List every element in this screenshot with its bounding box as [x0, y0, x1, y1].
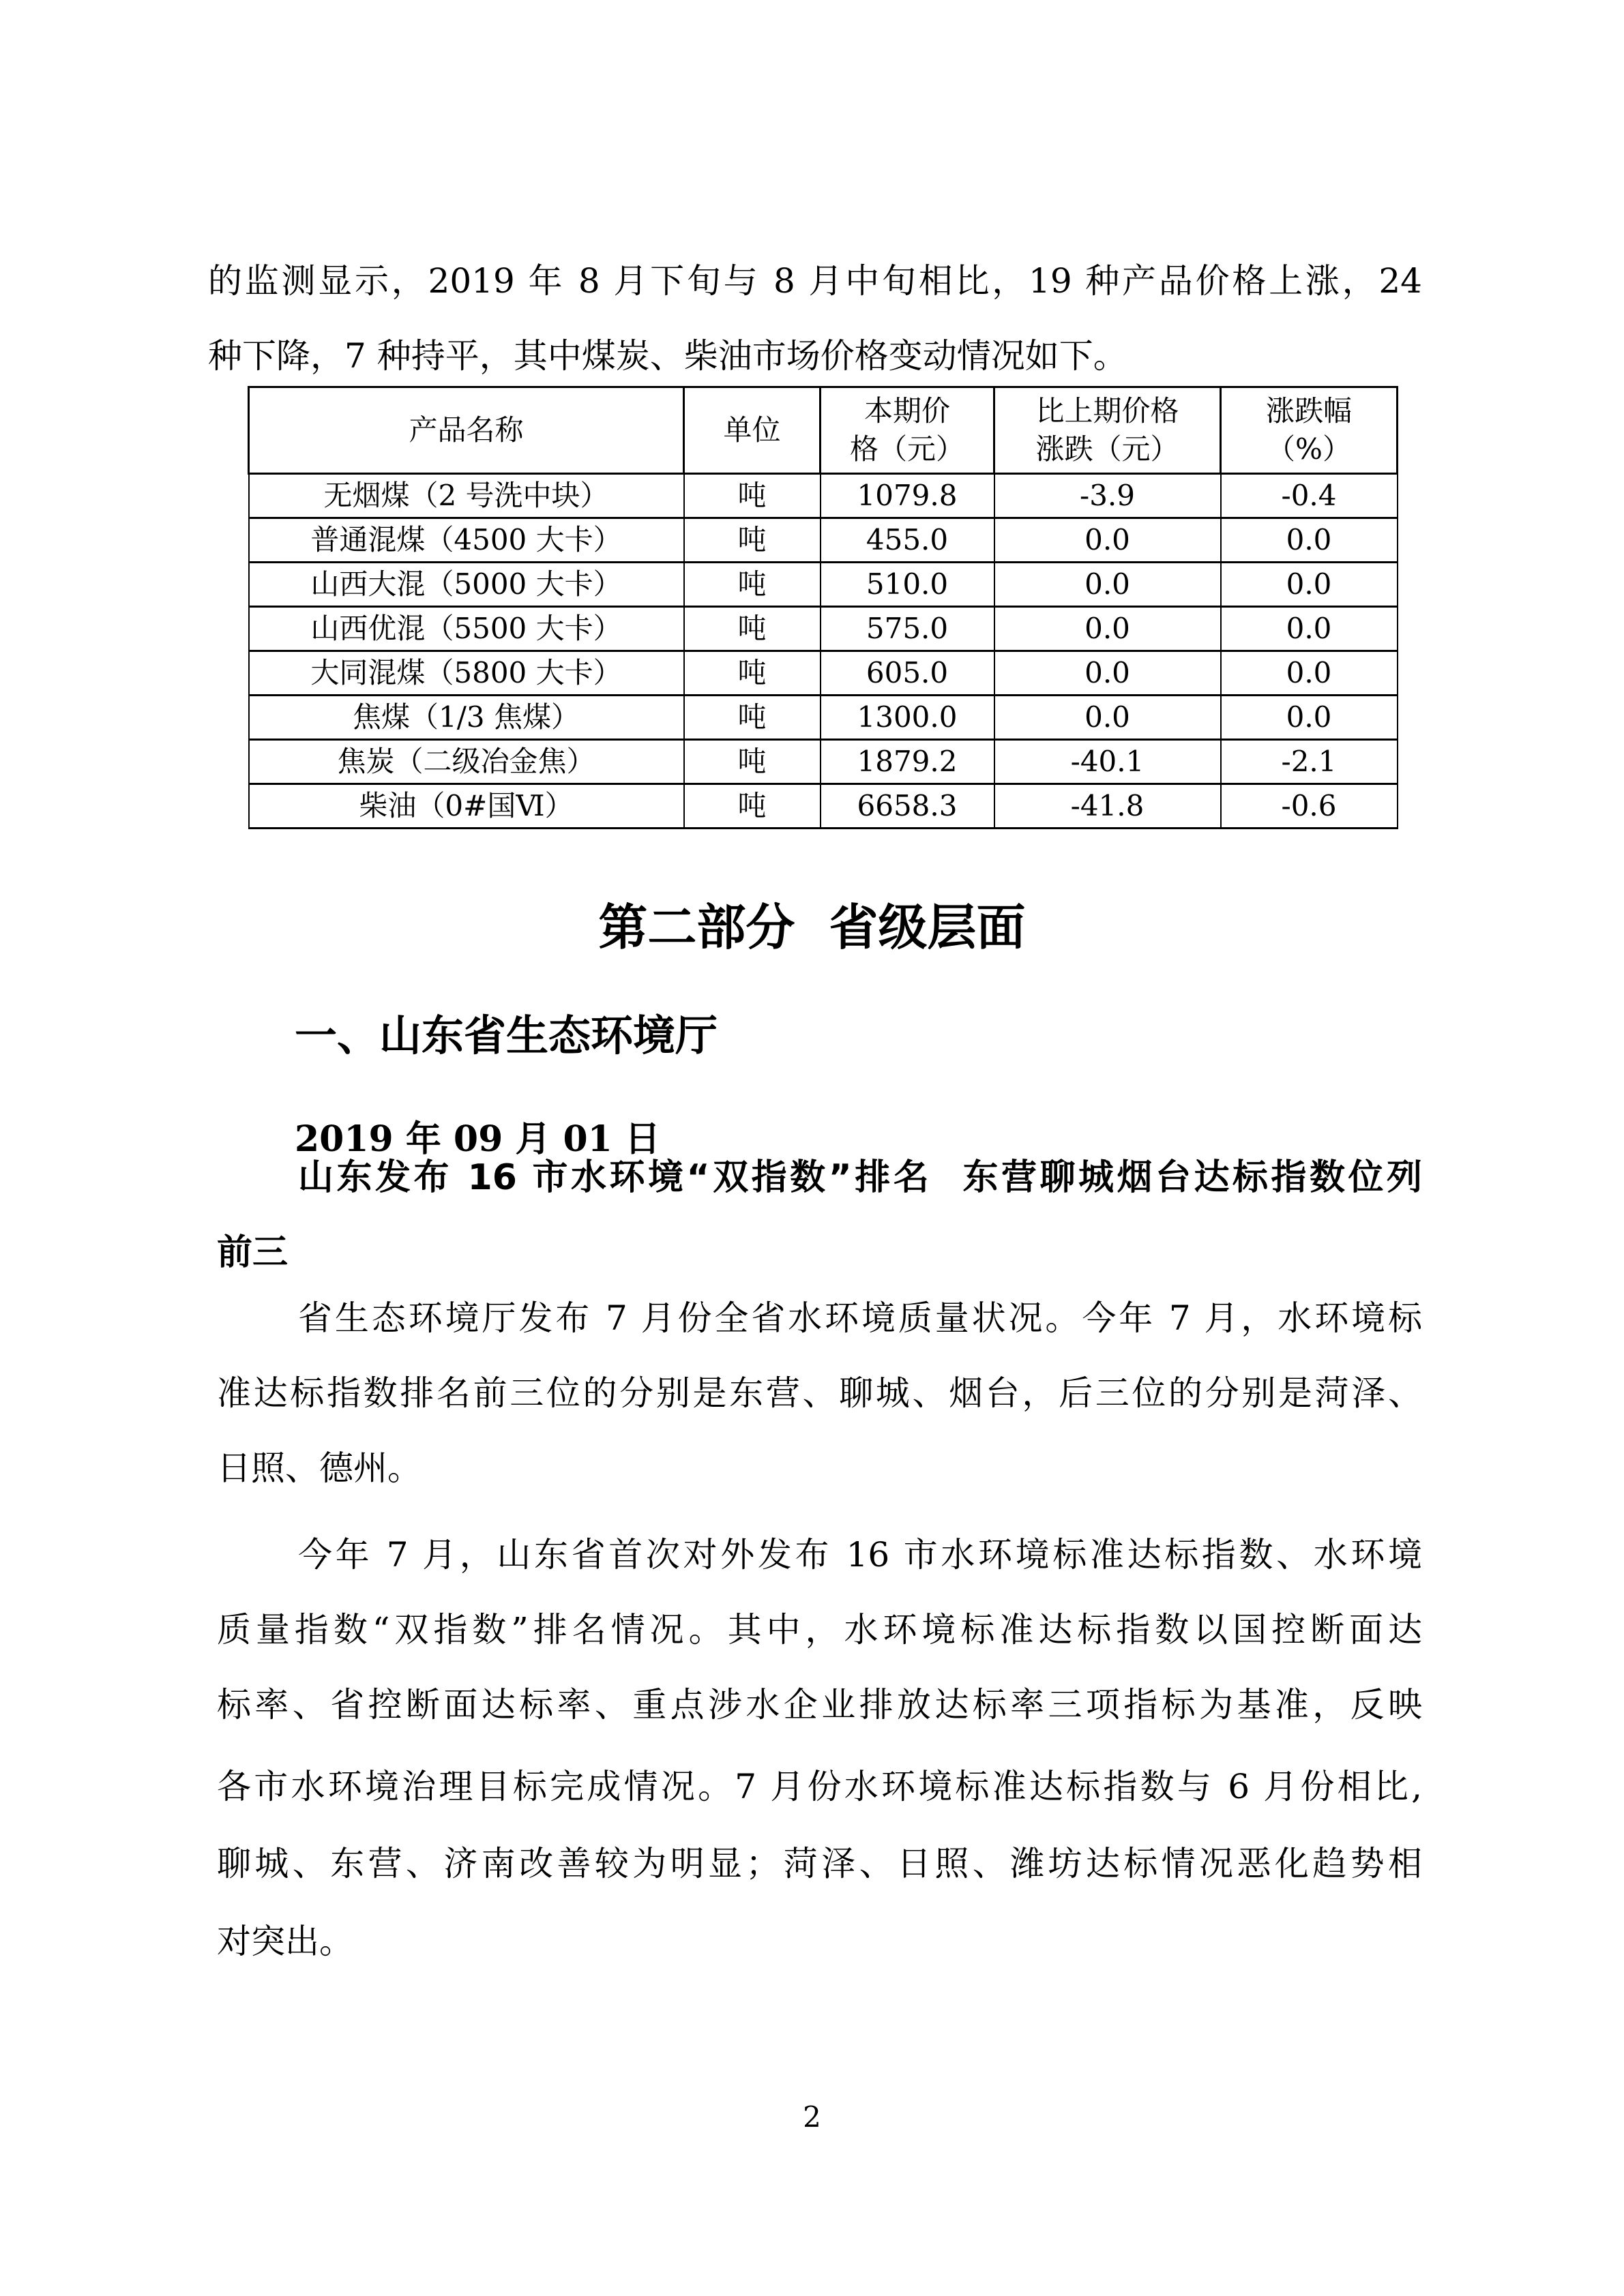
header-product-name: 产品名称	[249, 387, 684, 474]
table-row	[249, 696, 1398, 740]
cell-unit: 吨	[684, 563, 821, 607]
cell-current-price: 510.0	[821, 563, 994, 607]
cell-current-price: 1300.0	[821, 696, 994, 740]
part-title: 第二部分 省级层面	[598, 899, 1026, 956]
cell-product-name: 普通混煤（4500 大卡）	[249, 518, 684, 563]
cell-product-name: 山西优混（5500 大卡）	[249, 607, 684, 651]
cell-change-percent: 0.0	[1221, 651, 1398, 696]
table-row	[249, 474, 1398, 518]
table-header-row	[249, 387, 1398, 474]
paragraph1-line-1: 省生态环境厅发布 7 月份全省水环境质量状况。今年 7 月，水环境标	[298, 1298, 1422, 1338]
cell-product-name: 无烟煤（2 号洗中块）	[249, 474, 684, 518]
cell-price-change: 0.0	[994, 696, 1221, 740]
article-date: 2019 年 09 月 01 日	[295, 1118, 660, 1160]
cell-price-change: 0.0	[994, 563, 1221, 607]
header-change-percent-line1: 涨跌幅	[1265, 394, 1352, 428]
header-current-price-line1: 本期价	[863, 394, 950, 428]
page-number: 2	[803, 2100, 821, 2134]
cell-product-name: 焦煤（1/3 焦煤）	[249, 696, 684, 740]
table-row	[249, 740, 1398, 784]
cell-price-change: 0.0	[994, 651, 1221, 696]
cell-change-percent: 0.0	[1221, 696, 1398, 740]
cell-price-change: -40.1	[994, 740, 1221, 784]
cell-current-price: 455.0	[821, 518, 994, 563]
header-current-price-line2: 格（元）	[849, 432, 964, 466]
cell-change-percent: -0.6	[1221, 784, 1398, 829]
cell-price-change: 0.0	[994, 518, 1221, 563]
cell-product-name: 大同混煤（5800 大卡）	[249, 651, 684, 696]
cell-product-name: 柴油（0#国Ⅵ）	[249, 784, 684, 829]
intro-line-2: 种下降，7 种持平，其中煤炭、柴油市场价格变动情况如下。	[208, 336, 1127, 376]
paragraph2-line-1: 今年 7 月，山东省首次对外发布 16 市水环境标准达标指数、水环境	[298, 1535, 1422, 1575]
cell-unit: 吨	[684, 696, 821, 740]
cell-unit: 吨	[684, 474, 821, 518]
cell-current-price: 605.0	[821, 651, 994, 696]
paragraph2-line-4: 各市水环境治理目标完成情况。7 月份水环境标准达标指数与 6 月份相比,	[217, 1767, 1422, 1806]
article-title-line-1: 山东发布 16 市水环境“双指数”排名 东营聊城烟台达标指数位列	[298, 1157, 1422, 1198]
header-price-change-line2: 涨跌（元）	[1035, 432, 1179, 466]
cell-price-change: 0.0	[994, 607, 1221, 651]
table-row	[249, 784, 1398, 829]
cell-current-price: 575.0	[821, 607, 994, 651]
cell-unit: 吨	[684, 651, 821, 696]
intro-line-1: 的监测显示，2019 年 8 月下旬与 8 月中旬相比，19 种产品价格上涨，24	[208, 261, 1422, 301]
paragraph2-line-3: 标率、省控断面达标率、重点涉水企业排放达标率三项指标为基准，反映	[217, 1685, 1422, 1725]
cell-unit: 吨	[684, 518, 821, 563]
header-change-percent	[1221, 387, 1398, 474]
table-row	[249, 651, 1398, 696]
cell-price-change: -3.9	[994, 474, 1221, 518]
table-row	[249, 607, 1398, 651]
table-row	[249, 518, 1398, 563]
paragraph2-line-2: 质量指数“双指数”排名情况。其中，水环境标准达标指数以国控断面达	[217, 1610, 1422, 1650]
header-unit: 单位	[684, 387, 821, 474]
paragraph2-line-6: 对突出。	[217, 1922, 353, 1961]
cell-current-price: 1879.2	[821, 740, 994, 784]
cell-product-name: 山西大混（5000 大卡）	[249, 563, 684, 607]
paragraph2-line-5: 聊城、东营、济南改善较为明显；菏泽、日照、潍坊达标情况恶化趋势相	[217, 1844, 1422, 1883]
table-row	[249, 563, 1398, 607]
cell-unit: 吨	[684, 784, 821, 829]
header-price-change	[994, 387, 1221, 474]
cell-current-price: 6658.3	[821, 784, 994, 829]
cell-product-name: 焦炭（二级冶金焦）	[249, 740, 684, 784]
header-price-change-line1: 比上期价格	[1035, 394, 1179, 428]
cell-unit: 吨	[684, 740, 821, 784]
cell-change-percent: 0.0	[1221, 607, 1398, 651]
article-title-line-2: 前三	[217, 1232, 289, 1273]
header-change-percent-line2: （%）	[1267, 432, 1351, 466]
cell-change-percent: -0.4	[1221, 474, 1398, 518]
section-heading: 一、山东省生态环境厅	[295, 1011, 718, 1060]
cell-change-percent: 0.0	[1221, 563, 1398, 607]
paragraph1-line-2: 准达标指数排名前三位的分别是东营、聊城、烟台，后三位的分别是菏泽、	[217, 1373, 1422, 1413]
cell-current-price: 1079.8	[821, 474, 994, 518]
cell-unit: 吨	[684, 607, 821, 651]
header-current-price	[821, 387, 994, 474]
paragraph1-line-3: 日照、德州。	[217, 1448, 422, 1488]
cell-change-percent: 0.0	[1221, 518, 1398, 563]
cell-change-percent: -2.1	[1221, 740, 1398, 784]
cell-price-change: -41.8	[994, 784, 1221, 829]
price-table	[248, 386, 1398, 829]
